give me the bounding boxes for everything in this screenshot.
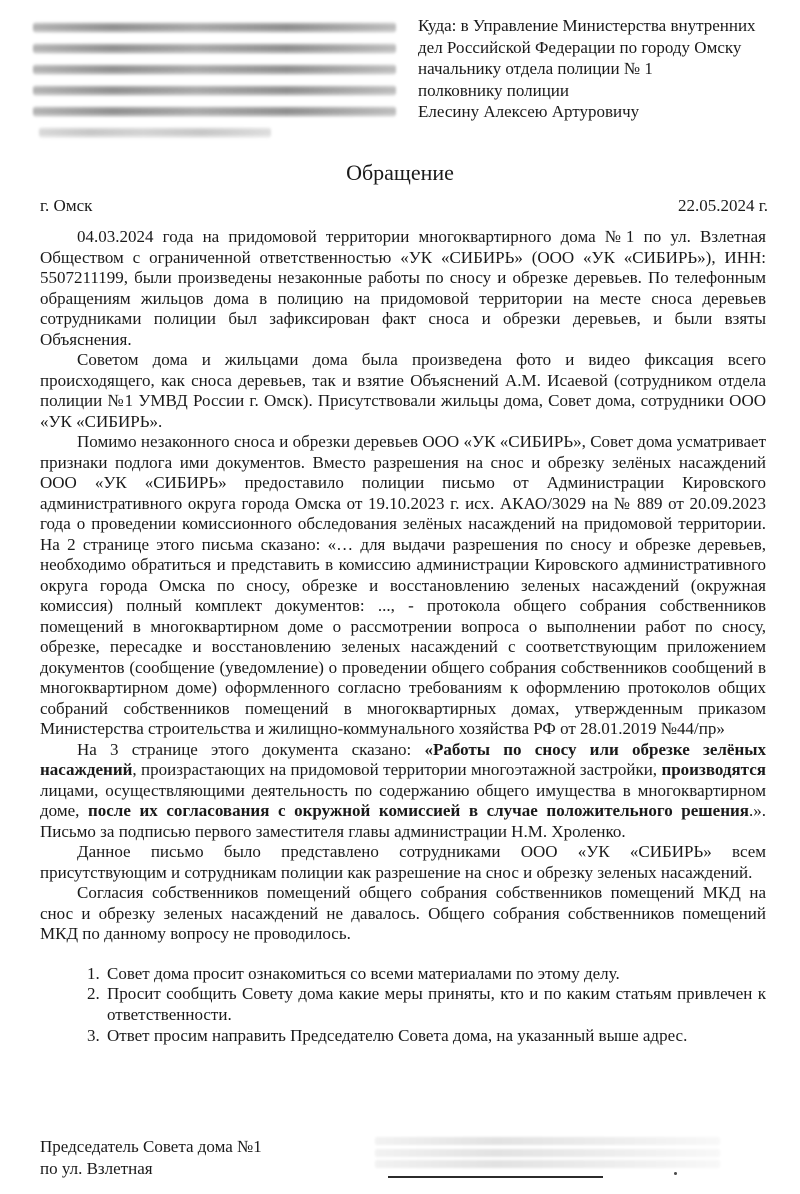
paragraph-text: .». Письмо за подписью первого заместителя главы администрации Н.М. Хроленко. <box>40 801 766 841</box>
paragraph <box>40 227 766 350</box>
paragraph-text: На 3 странице этого документа сказано: <box>77 739 425 759</box>
paragraph-text: Данное письмо было представлено сотрудниками ООО «УК «СИБИРЬ» всем присутствующим и сотрудникам полиции как разрешение на снос и обрезку зеленых насаждений. <box>40 842 766 882</box>
city-label: г. Омск <box>40 196 93 215</box>
redacted-line <box>33 64 396 75</box>
redacted-line <box>33 22 396 33</box>
request-item: 1. Совет дома просит ознакомиться со всеми материалами по этому делу. <box>104 964 766 985</box>
signature-redacted-block <box>375 1137 720 1179</box>
redacted-line <box>375 1149 720 1157</box>
paragraph-text-bold: «Работы по сносу или обрезке зелёных насаждений <box>40 739 767 779</box>
dateline <box>40 195 768 216</box>
paragraph-text: Помимо незаконного сноса и обрезки деревьев ООО «УК «СИБИРЬ», Совет дома усматривает признаки подлога ими документов. Вместо разрешения на снос и обрезку зелёных насаждений ООО «УК «СИБИРЬ» предоставило полиции письмо от Администрации Кировского административного округа города Омска от 19.10.2023 г. исх. АКАО/3029 на № 889 от 20.09.2023 года о проведении комиссионного обследования зелёных насаждений на придомовой территории. На 2 странице этого письма сказано: «… для выдачи разрешения по сносу и обрезке деревьев, необходимо обратиться и представить в комиссию администрации Кировского административного округа города Омска по сносу, обрезке и восстановлению зеленых насаждений (окружная комиссия) полный комплект документов: ..., - протокола общего собрания собственников помещений в многоквартирном доме о рассмотрении вопроса о выполнении работ по сносу, обрезке, пересадке и восстановлению зеленых насаждений с соответствующим приложением документов (сообщение (уведомление) о проведении общего собрания собственников сообщений в многоквартирном доме) оформленного согласно требованиям к оформлению протоколов общих собраний собственников помещений в многоквартирных домах, утвержденным приказом Министерства строительства и жилищно-коммунального хозяйства РФ от 28.01.2019 №44/пр» <box>40 432 766 738</box>
paragraph-text: , произрастающих на придомовой территории многоэтажной застройки, <box>132 760 662 779</box>
redacted-line <box>375 1137 720 1145</box>
recipient-line: дел Российской Федерации по городу Омску <box>418 37 742 57</box>
paragraph <box>40 740 766 843</box>
paragraph-text: лицами, осуществляющими деятельность по содержанию общего имущества в многоквартирном доме, <box>40 780 766 820</box>
date-label: 22.05.2024 г. <box>677 196 768 215</box>
recipient-line: Елесину Алексею Артуровичу <box>418 102 640 121</box>
request-item: 2. Просит сообщить Совету дома какие меры приняты, кто и по каким статьям привлечен к ответственности. <box>104 984 766 1026</box>
signature-title-line: Председатель Совета дома №1 <box>40 1137 262 1156</box>
paragraph <box>40 350 766 432</box>
paragraph-text-bold: после их согласования с окружной комиссией в случае положительного решения <box>87 801 749 820</box>
recipient-line: начальнику отдела полиции № 1 <box>418 59 653 78</box>
signature-title-block <box>40 1136 262 1180</box>
paragraph <box>40 432 766 740</box>
body-text <box>40 227 766 1047</box>
paragraph <box>40 842 766 883</box>
redacted-line <box>375 1160 720 1168</box>
paragraph-text: 04.03.2024 года на придомовой территории многоквартирного дома №1 по ул. Взлетная Обществом с ограниченной ответственностью «УК «СИБИРЬ» (ООО «УК «СИБИРЬ»), ИНН: 5507211199, были произведены незаконные работы по сносу и обрезке деревьев. По телефонным обращениям жильцов дома в полицию на придомовой территории на месте сноса деревьев сотрудниками полиции был зафиксирован факт сноса и обрезки деревьев, и были взяты Объяснения. <box>40 227 766 349</box>
signature-title-line: по ул. Взлетная <box>40 1159 153 1178</box>
recipient-line: Куда: в Управление Министерства внутренних <box>418 16 756 35</box>
signature-row <box>40 1136 768 1180</box>
signature-line <box>388 1176 603 1178</box>
request-item: 3. Ответ просим направить Председателю Совета дома, на указанный выше адрес. <box>104 1026 766 1047</box>
redacted-line <box>33 106 396 117</box>
recipient-block <box>418 15 778 123</box>
redacted-line <box>33 43 396 54</box>
sender-redacted-block <box>33 22 396 148</box>
paragraph-text-bold: производятся <box>661 760 766 779</box>
paragraphs <box>40 227 766 945</box>
signature-dot <box>674 1172 677 1175</box>
redacted-line <box>39 127 271 138</box>
paragraph <box>40 883 766 945</box>
paragraph-text: Советом дома и жильцами дома была произведена фото и видео фиксация всего происходящего, как сноса деревьев, так и взятие Объяснений А.М. Исаевой (сотрудником отдела полиции №1 УМВД России г. Омск). Присутствовали жильцы дома, Совет дома, сотрудники ООО «УК «СИБИРЬ». <box>40 350 766 431</box>
paragraph-text: Согласия собственников помещений общего собрания собственников помещений МКД на снос и обрезку зеленых насаждений не давалось. Общего собрания собственников помещений МКД по данному вопросу не проводилось. <box>40 883 766 943</box>
page-title: Обращение <box>346 160 454 185</box>
redacted-line <box>33 85 396 96</box>
recipient-line: полковнику полиции <box>418 80 569 100</box>
requests-list <box>40 964 766 1047</box>
